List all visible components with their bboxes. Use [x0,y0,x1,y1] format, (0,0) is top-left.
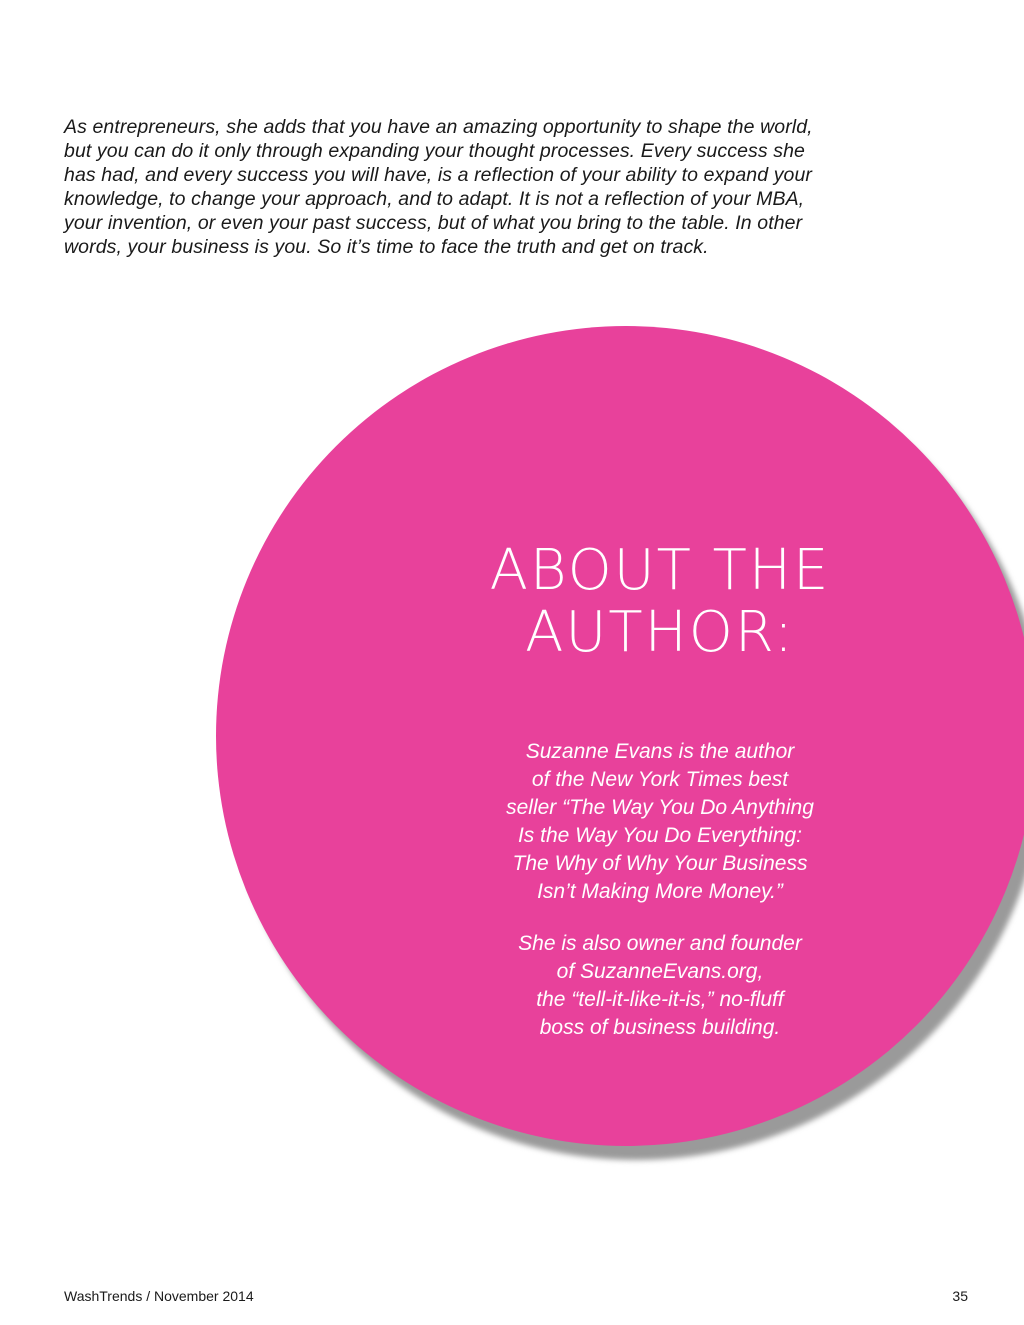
bio-line: the “tell-it-like-it-is,” no-fluff [536,988,784,1011]
bio-line: Suzanne Evans is the author [525,740,795,763]
bio-line: of the New York Times best [531,768,789,791]
heading-line: AUTHOR: [525,600,795,665]
intro-line: As entrepreneurs, she adds that you have an amazing opportunity to shape the world, [64,116,813,138]
bio-line: The Why of Why Your Business [512,852,808,875]
intro-line: but you can do it only through expanding your thought processes. Every success she [64,140,805,162]
about-author-heading [430,540,890,664]
bio-line: She is also owner and founder [518,932,802,955]
bio-line: Isn’t Making More Money.” [537,880,783,903]
intro-line: words, your business is you. So it’s time to face the truth and get on track. [64,236,709,258]
intro-paragraph [64,115,944,259]
bio-line: Is the Way You Do Everything: [517,824,803,847]
bio-line: boss of business building. [539,1016,781,1039]
intro-line: has had, and every success you will have, is a reflection of your ability to expand your [64,164,813,186]
bio-line: seller “The Way You Do Anything [506,796,814,819]
author-founder-paragraph [440,930,880,1042]
bio-line: of SuzanneEvans.org, [556,960,764,983]
footer-publication: WashTrends / November 2014 [64,1288,254,1304]
page-number: 35 [952,1288,968,1304]
heading-line: ABOUT THE [489,538,831,603]
intro-line: your invention, or even your past success, but of what you bring to the table. In other [64,212,803,234]
intro-line: knowledge, to change your approach, and to adapt. It is not a reflection of your MBA, [64,188,805,210]
author-bio-paragraph [440,738,880,906]
